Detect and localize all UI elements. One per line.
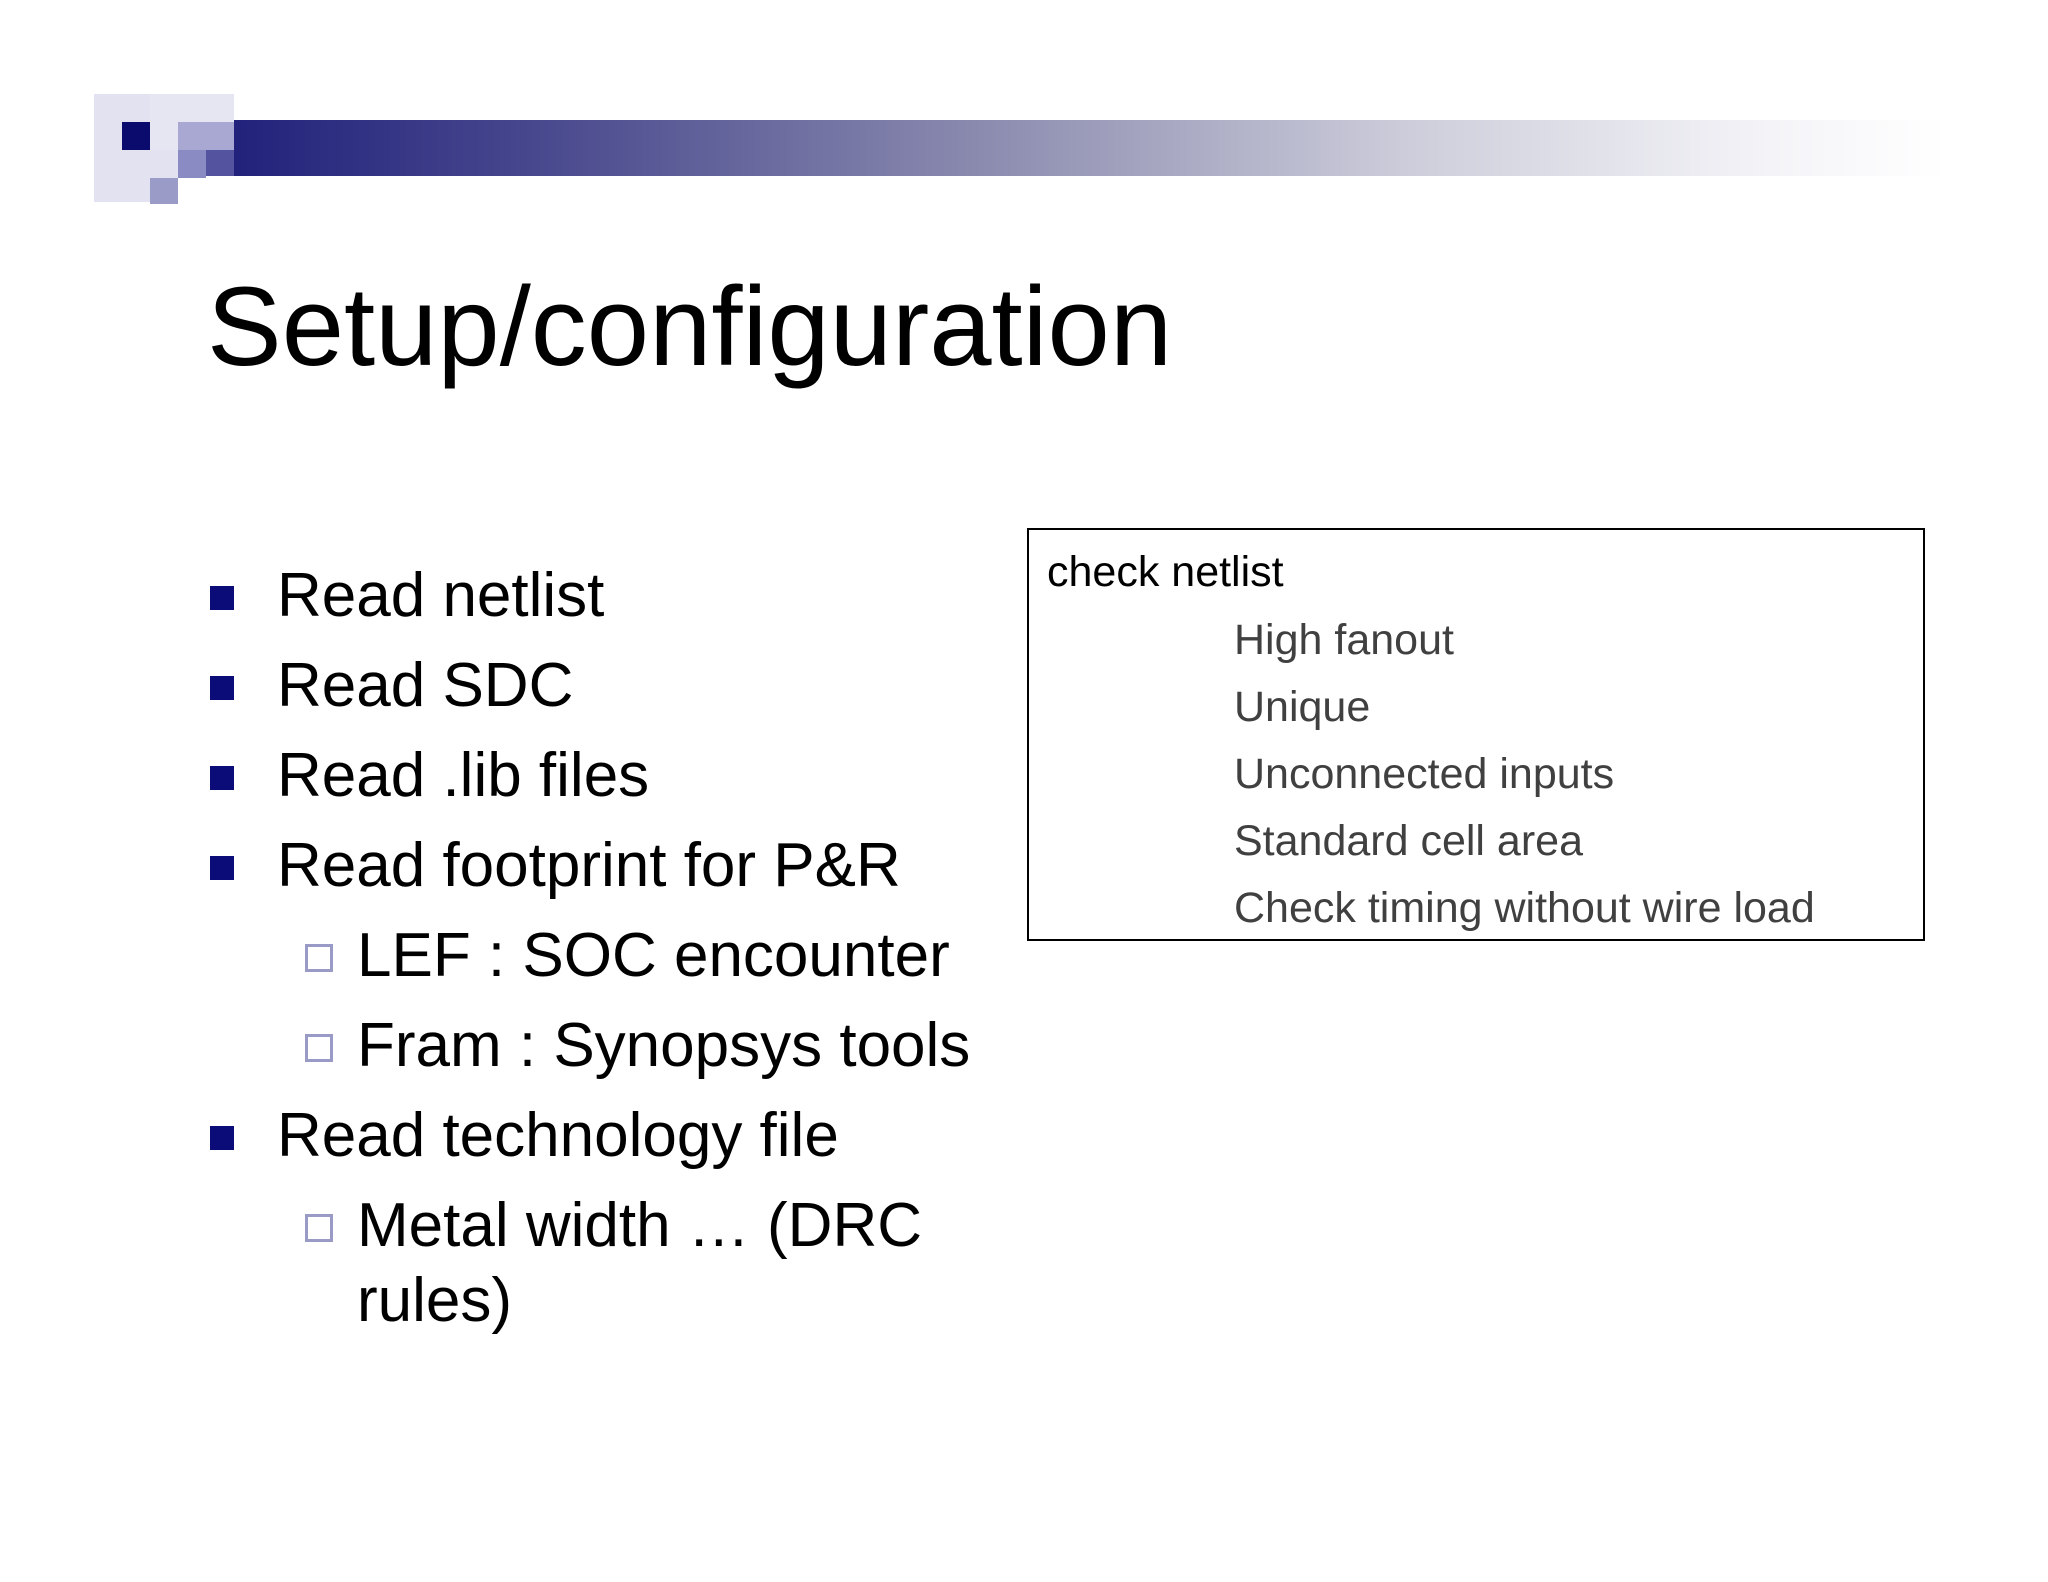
header-deco-square	[122, 122, 150, 150]
header-deco-square	[178, 122, 234, 150]
hollow-square-bullet-icon	[305, 944, 333, 972]
bullet-text: Read technology file	[277, 1101, 839, 1170]
hollow-square-bullet-icon	[305, 1034, 333, 1062]
slide-title: Setup/configuration	[207, 264, 1173, 389]
header-deco-square	[206, 150, 234, 176]
header-deco-square	[150, 178, 178, 204]
sub-bullet-text: rules)	[357, 1266, 513, 1335]
panel-item: Unique	[1234, 683, 1371, 731]
panel-item: Standard cell area	[1234, 817, 1583, 865]
sub-bullet-text: LEF : SOC encounter	[357, 921, 950, 990]
header-gradient-bar	[205, 120, 1945, 176]
square-bullet-icon	[210, 766, 234, 790]
header-deco-square	[178, 150, 206, 178]
bullet-text: Read .lib files	[277, 741, 650, 810]
square-bullet-icon	[210, 1126, 234, 1150]
bullet-text: Read netlist	[277, 561, 605, 630]
square-bullet-icon	[210, 676, 234, 700]
square-bullet-icon	[210, 856, 234, 880]
bullet-text: Read SDC	[277, 651, 574, 720]
panel-item: Unconnected inputs	[1234, 750, 1615, 798]
panel-title: check netlist	[1047, 548, 1284, 596]
check-netlist-box	[1027, 528, 1925, 941]
hollow-square-bullet-icon	[305, 1214, 333, 1242]
panel-item: Check timing without wire load	[1234, 884, 1815, 932]
sub-bullet-text: Fram : Synopsys tools	[357, 1011, 971, 1080]
bullet-text: Read footprint for P&R	[277, 831, 901, 900]
square-bullet-icon	[210, 586, 234, 610]
sub-bullet-text: Metal width … (DRC	[357, 1191, 922, 1260]
panel-item: High fanout	[1234, 616, 1454, 664]
